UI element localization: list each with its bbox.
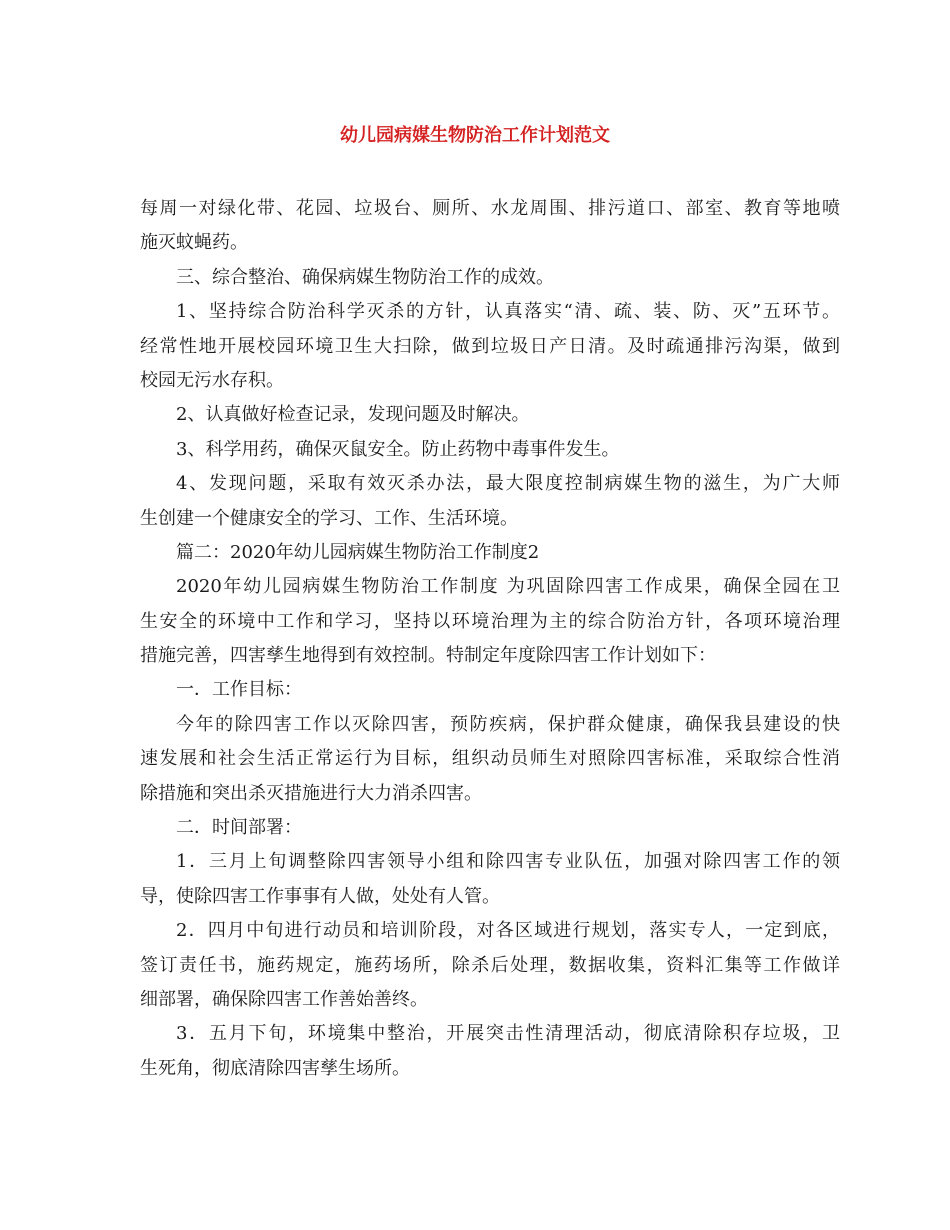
text-line: 细部署，确保除四害工作善始善终。 — [140, 988, 428, 1010]
text-line: 校园无污水存积。 — [140, 369, 284, 391]
text-line: 二．时间部署： — [176, 817, 302, 839]
text-line: 生安全的环境中工作和学习，坚持以环境治理为主的综合防治方针，各项环境治理 — [140, 610, 840, 632]
document-title: 幼儿园病媒生物防治工作计划范文 — [340, 125, 610, 146]
text-line: 2020年幼儿园病媒生物防治工作制度 为巩固除四害工作成果，确保全园在卫 — [176, 576, 840, 598]
text-line: 篇二：2020年幼儿园病媒生物防治工作制度2 — [176, 541, 540, 563]
text-line: 1．三月上旬调整除四害领导小组和除四害专业队伍，加强对除四害工作的领 — [176, 851, 840, 873]
text-line: 一．工作目标： — [176, 679, 302, 701]
text-line: 生创建一个健康安全的学习、工作、生活环境。 — [140, 507, 518, 529]
text-line: 导，使除四害工作事事有人做，处处有人管。 — [140, 885, 500, 907]
text-line: 3．五月下旬，环境集中整治，开展突击性清理活动，彻底清除积存垃圾，卫 — [176, 1023, 840, 1045]
text-line: 施灭蚊蝇药。 — [140, 232, 248, 254]
text-line: 生死角，彻底清除四害孳生场所。 — [140, 1057, 410, 1079]
text-line: 每周一对绿化带、花园、垃圾台、厕所、水龙周围、排污道口、部室、教育等地喷 — [140, 198, 840, 219]
text-line: 2、认真做好检查记录，发现问题及时解决。 — [176, 404, 530, 426]
text-line: 3、科学用药，确保灭鼠安全。防止药物中毒事件发生。 — [176, 438, 620, 460]
text-line: 4、发现问题，采取有效灭杀办法，最大限度控制病媒生物的滋生，为广大师 — [176, 473, 840, 495]
text-line: 经常性地开展校园环境卫生大扫除，做到垃圾日产日清。及时疏通排污沟渠，做到 — [140, 335, 840, 357]
text-line: 速发展和社会生活正常运行为目标，组织动员师生对照除四害标准，采取综合性消 — [140, 748, 840, 770]
document-body — [140, 192, 840, 1086]
text-line: 今年的除四害工作以灭除四害，预防疾病，保护群众健康，确保我县建设的快 — [176, 713, 840, 735]
text-line: 1、坚持综合防治科学灭杀的方针，认真落实“清、疏、装、防、灭”五环节。 — [176, 301, 840, 323]
text-line: 除措施和突出杀灭措施进行大力消杀四害。 — [140, 782, 482, 804]
text-line: 签订责任书，施药规定，施药场所，除杀后处理，数据收集，资料汇集等工作做详 — [140, 954, 840, 976]
text-line: 三、综合整治、确保病媒生物防治工作的成效。 — [176, 266, 554, 288]
text-line: 2．四月中旬进行动员和培训阶段，对各区域进行规划，落实专人，一定到底， — [176, 920, 840, 942]
text-line: 措施完善，四害孳生地得到有效控制。特制定年度除四害工作计划如下： — [140, 645, 716, 667]
